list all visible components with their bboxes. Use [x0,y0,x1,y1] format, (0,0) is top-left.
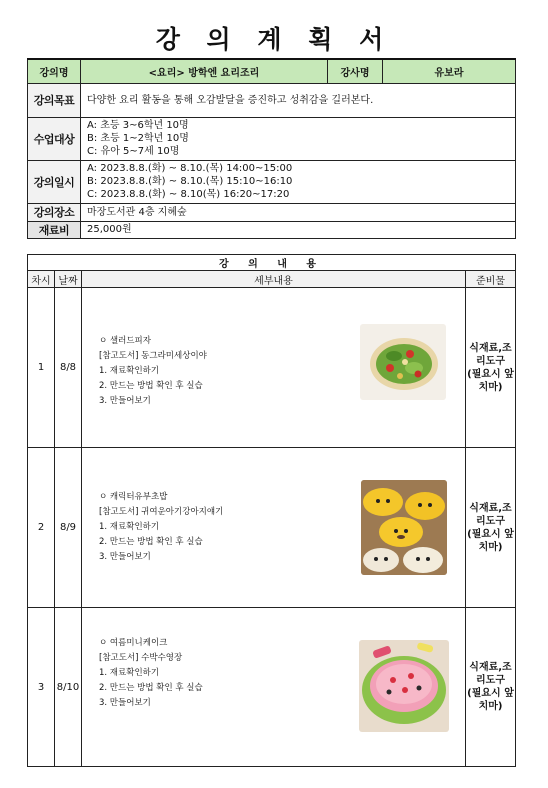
step-item: 2. 만드는 방법 확인 후 실습 [99,683,203,693]
header-date: 날짜 [55,271,82,288]
reference-book: [참고도서] 동그라미세상이야 [99,351,207,361]
session-date: 8/8 [55,288,82,448]
prep-line: (필요시 앞치마) [467,688,514,712]
session-number: 2 [28,448,55,608]
target-item: A: 초등 3~6학년 10명 [87,120,189,131]
lesson-content-table [27,254,516,767]
target-item: B: 초등 1~2학년 10명 [87,133,189,144]
schedule-item: B: 2023.8.8.(화) ~ 8.10.(목) 15:10~16:10 [87,176,293,187]
document-title: 강 의 계 획 서 [155,25,393,54]
prep-line: 식재료,조리도구 [469,502,512,527]
session-date: 8/9 [55,448,82,608]
step-item: 1. 재료확인하기 [99,668,160,678]
fee-value: 25,000원 [81,221,516,238]
step-item: 2. 만드는 방법 확인 후 실습 [99,537,203,547]
schedule-label: 강의일시 [28,160,81,203]
salad-pizza-photo [360,324,446,400]
goal-value: 다양한 요리 활동을 통해 오감발달을 증진하고 성취감을 길러본다. [81,83,516,117]
session-detail [82,288,466,448]
step-item: 3. 만들어보기 [99,396,151,406]
dish-title: ㅇ 샐러드피자 [99,336,151,346]
step-item: 1. 재료확인하기 [99,522,160,532]
header-session: 차시 [28,271,55,288]
character-yubu-photo [361,480,447,575]
course-info-table [27,58,516,239]
step-item: 3. 만들어보기 [99,552,151,562]
dish-title: ㅇ 캐릭터유부초밥 [99,492,168,502]
prep-items [466,448,516,608]
table-row [28,288,516,448]
instructor-label: 강사명 [328,59,383,83]
schedule-list [81,160,516,203]
session-date: 8/10 [55,608,82,767]
goal-label: 강의목표 [28,83,81,117]
place-label: 강의장소 [28,203,81,221]
reference-book: [참고도서] 수박수영장 [99,653,183,663]
dish-title: ㅇ 여름미니케이크 [99,638,168,648]
reference-book: [참고도서] 귀여운아기강아지얘기 [99,507,224,517]
table-row [28,608,516,767]
section-title: 강 의 내 용 [28,255,516,271]
instructor-value: 유보라 [383,59,516,83]
table-row [28,448,516,608]
header-prep: 준비물 [466,271,516,288]
schedule-item: C: 2023.8.8.(화) ~ 8.10(목) 16:20~17:20 [87,189,290,200]
session-number: 1 [28,288,55,448]
fee-label: 재료비 [28,221,81,238]
prep-line: (필요시 앞치마) [467,528,514,553]
target-label: 수업대상 [28,117,81,160]
prep-line: (필요시 앞치마) [467,368,514,393]
session-detail [82,448,466,608]
course-name-value: <요리> 방학엔 요리조리 [81,59,328,83]
step-item: 1. 재료확인하기 [99,366,160,376]
prep-line: 식재료,조리도구 [469,662,512,686]
prep-line: 식재료,조리도구 [469,342,512,367]
session-detail [82,608,466,767]
step-item: 3. 만들어보기 [99,698,151,708]
schedule-item: A: 2023.8.8.(화) ~ 8.10.(목) 14:00~15:00 [87,163,293,174]
header-detail: 세부내용 [82,271,466,288]
course-name-label: 강의명 [28,59,81,83]
prep-items [466,608,516,767]
place-value: 마장도서관 4층 지혜숲 [81,203,516,221]
target-list [81,117,516,160]
step-item: 2. 만드는 방법 확인 후 실습 [99,381,203,391]
session-number: 3 [28,608,55,767]
watermelon-cake-photo [359,640,449,732]
prep-items [466,288,516,448]
target-item: C: 유아 5~7세 10명 [87,146,180,157]
